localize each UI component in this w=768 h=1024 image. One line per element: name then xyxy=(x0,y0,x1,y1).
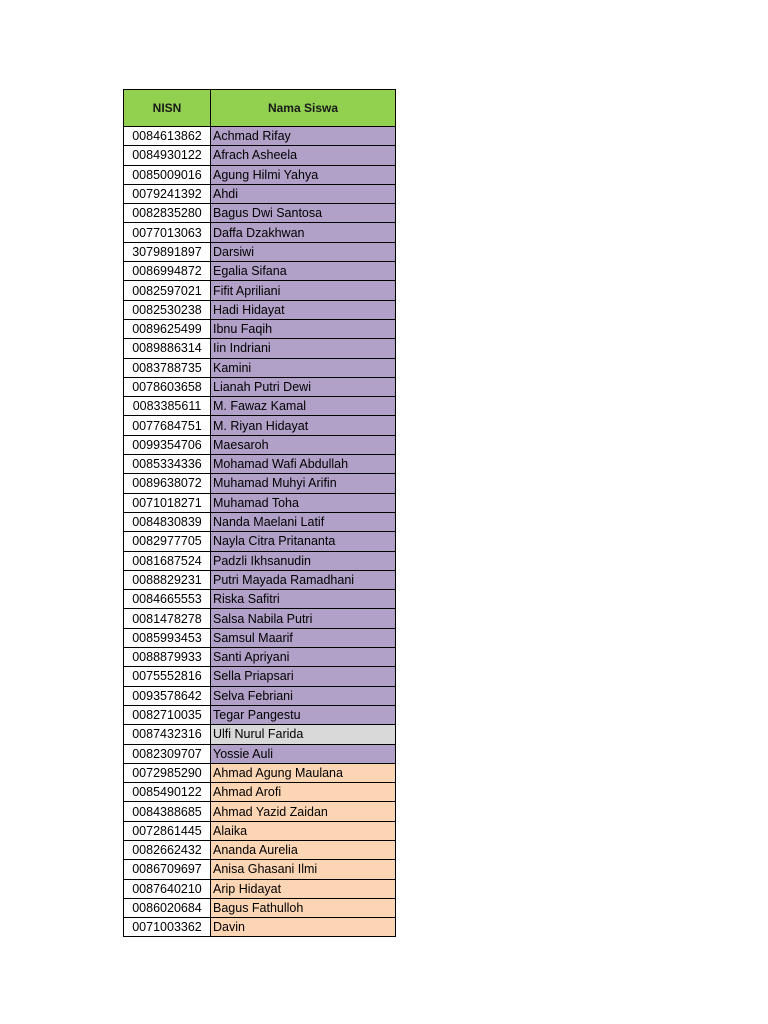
table-row xyxy=(124,377,396,396)
nisn-cell: 0089886314 xyxy=(124,339,211,358)
nisn-cell: 0084830839 xyxy=(124,512,211,531)
student-name-cell: Nayla Citra Pritananta xyxy=(211,532,396,551)
table-row xyxy=(124,802,396,821)
nisn-cell: 0093578642 xyxy=(124,686,211,705)
nisn-cell: 0086709697 xyxy=(124,860,211,879)
student-name-cell: Ananda Aurelia xyxy=(211,840,396,859)
student-name-cell: Muhamad Toha xyxy=(211,493,396,512)
student-name-cell: Davin xyxy=(211,918,396,937)
table-row xyxy=(124,763,396,782)
nisn-cell: 0072861445 xyxy=(124,821,211,840)
student-name-cell: Agung Hilmi Yahya xyxy=(211,165,396,184)
nisn-cell: 0084388685 xyxy=(124,802,211,821)
nisn-cell: 0071003362 xyxy=(124,918,211,937)
table-row xyxy=(124,590,396,609)
nisn-cell: 0081687524 xyxy=(124,551,211,570)
student-name-cell: M. Fawaz Kamal xyxy=(211,397,396,416)
student-name-cell: Samsul Maarif xyxy=(211,628,396,647)
table-row xyxy=(124,840,396,859)
table-row xyxy=(124,493,396,512)
student-name-cell: Hadi Hidayat xyxy=(211,300,396,319)
table-row xyxy=(124,165,396,184)
student-name-cell: Ibnu Faqih xyxy=(211,319,396,338)
table-row xyxy=(124,570,396,589)
table-row xyxy=(124,705,396,724)
nisn-cell: 0082662432 xyxy=(124,840,211,859)
header-nama-siswa: Nama Siswa xyxy=(211,90,396,127)
student-name-cell: Egalia Sifana xyxy=(211,262,396,281)
student-name-cell: Ahmad Yazid Zaidan xyxy=(211,802,396,821)
student-name-cell: Darsiwi xyxy=(211,242,396,261)
table-row xyxy=(124,918,396,937)
nisn-cell: 0082835280 xyxy=(124,204,211,223)
table-row xyxy=(124,725,396,744)
table-row xyxy=(124,898,396,917)
table-row xyxy=(124,821,396,840)
student-name-cell: Ulfi Nurul Farida xyxy=(211,725,396,744)
header-nisn: NISN xyxy=(124,90,211,127)
student-name-cell: Lianah Putri Dewi xyxy=(211,377,396,396)
student-name-cell: Iin Indriani xyxy=(211,339,396,358)
nisn-cell: 0082309707 xyxy=(124,744,211,763)
student-name-cell: Santi Apriyani xyxy=(211,648,396,667)
nisn-cell: 0085490122 xyxy=(124,783,211,802)
student-name-cell: Fifit Apriliani xyxy=(211,281,396,300)
student-name-cell: Selva Febriani xyxy=(211,686,396,705)
table-row xyxy=(124,223,396,242)
table-body xyxy=(124,127,396,937)
student-name-cell: Ahdi xyxy=(211,184,396,203)
nisn-cell: 0086994872 xyxy=(124,262,211,281)
nisn-cell: 0086020684 xyxy=(124,898,211,917)
student-name-cell: Anisa Ghasani Ilmi xyxy=(211,860,396,879)
student-name-cell: Mohamad Wafi Abdullah xyxy=(211,455,396,474)
nisn-cell: 0085993453 xyxy=(124,628,211,647)
student-name-cell: Arip Hidayat xyxy=(211,879,396,898)
table-row xyxy=(124,783,396,802)
table-row xyxy=(124,435,396,454)
student-name-cell: Nanda Maelani Latif xyxy=(211,512,396,531)
nisn-cell: 0087640210 xyxy=(124,879,211,898)
nisn-cell: 0081478278 xyxy=(124,609,211,628)
table-row xyxy=(124,397,396,416)
nisn-cell: 0082530238 xyxy=(124,300,211,319)
table-row xyxy=(124,686,396,705)
student-name-cell: Muhamad Muhyi Arifin xyxy=(211,474,396,493)
student-name-cell: Alaika xyxy=(211,821,396,840)
student-name-cell: Putri Mayada Ramadhani xyxy=(211,570,396,589)
student-name-cell: Salsa Nabila Putri xyxy=(211,609,396,628)
table-row xyxy=(124,184,396,203)
table-row xyxy=(124,339,396,358)
table-row xyxy=(124,512,396,531)
table-row xyxy=(124,281,396,300)
table-row xyxy=(124,127,396,146)
student-name-cell: Bagus Fathulloh xyxy=(211,898,396,917)
nisn-cell: 0085009016 xyxy=(124,165,211,184)
student-name-cell: Tegar Pangestu xyxy=(211,705,396,724)
table-row xyxy=(124,358,396,377)
table-row xyxy=(124,744,396,763)
table-row xyxy=(124,609,396,628)
table-row xyxy=(124,474,396,493)
student-name-cell: Sella Priapsari xyxy=(211,667,396,686)
nisn-cell: 0084930122 xyxy=(124,146,211,165)
table-row xyxy=(124,242,396,261)
table-header-row xyxy=(124,90,396,127)
student-name-cell: Daffa Dzakhwan xyxy=(211,223,396,242)
table-row xyxy=(124,455,396,474)
student-name-cell: Ahmad Arofi xyxy=(211,783,396,802)
nisn-cell: 0083385611 xyxy=(124,397,211,416)
nisn-cell: 0079241392 xyxy=(124,184,211,203)
nisn-cell: 0088879933 xyxy=(124,648,211,667)
table-row xyxy=(124,879,396,898)
student-table xyxy=(123,89,396,937)
student-name-cell: Kamini xyxy=(211,358,396,377)
student-name-cell: Yossie Auli xyxy=(211,744,396,763)
table-row xyxy=(124,416,396,435)
table-row xyxy=(124,204,396,223)
nisn-cell: 3079891897 xyxy=(124,242,211,261)
table-row xyxy=(124,146,396,165)
nisn-cell: 0082710035 xyxy=(124,705,211,724)
student-name-cell: Bagus Dwi Santosa xyxy=(211,204,396,223)
table-row xyxy=(124,262,396,281)
nisn-cell: 0075552816 xyxy=(124,667,211,686)
nisn-cell: 0082977705 xyxy=(124,532,211,551)
nisn-cell: 0084665553 xyxy=(124,590,211,609)
nisn-cell: 0078603658 xyxy=(124,377,211,396)
nisn-cell: 0089625499 xyxy=(124,319,211,338)
nisn-cell: 0087432316 xyxy=(124,725,211,744)
table-row xyxy=(124,648,396,667)
nisn-cell: 0085334336 xyxy=(124,455,211,474)
table-row xyxy=(124,319,396,338)
nisn-cell: 0077684751 xyxy=(124,416,211,435)
nisn-cell: 0072985290 xyxy=(124,763,211,782)
nisn-cell: 0071018271 xyxy=(124,493,211,512)
nisn-cell: 0089638072 xyxy=(124,474,211,493)
nisn-cell: 0084613862 xyxy=(124,127,211,146)
nisn-cell: 0083788735 xyxy=(124,358,211,377)
nisn-cell: 0099354706 xyxy=(124,435,211,454)
student-name-cell: Maesaroh xyxy=(211,435,396,454)
table-row xyxy=(124,860,396,879)
table-row xyxy=(124,300,396,319)
nisn-cell: 0082597021 xyxy=(124,281,211,300)
student-name-cell: Achmad Rifay xyxy=(211,127,396,146)
table-row xyxy=(124,532,396,551)
student-name-cell: Afrach Asheela xyxy=(211,146,396,165)
student-name-cell: Padzli Ikhsanudin xyxy=(211,551,396,570)
student-name-cell: Riska Safitri xyxy=(211,590,396,609)
table-row xyxy=(124,667,396,686)
nisn-cell: 0088829231 xyxy=(124,570,211,589)
student-name-cell: Ahmad Agung Maulana xyxy=(211,763,396,782)
table-row xyxy=(124,628,396,647)
table-row xyxy=(124,551,396,570)
student-name-cell: M. Riyan Hidayat xyxy=(211,416,396,435)
nisn-cell: 0077013063 xyxy=(124,223,211,242)
